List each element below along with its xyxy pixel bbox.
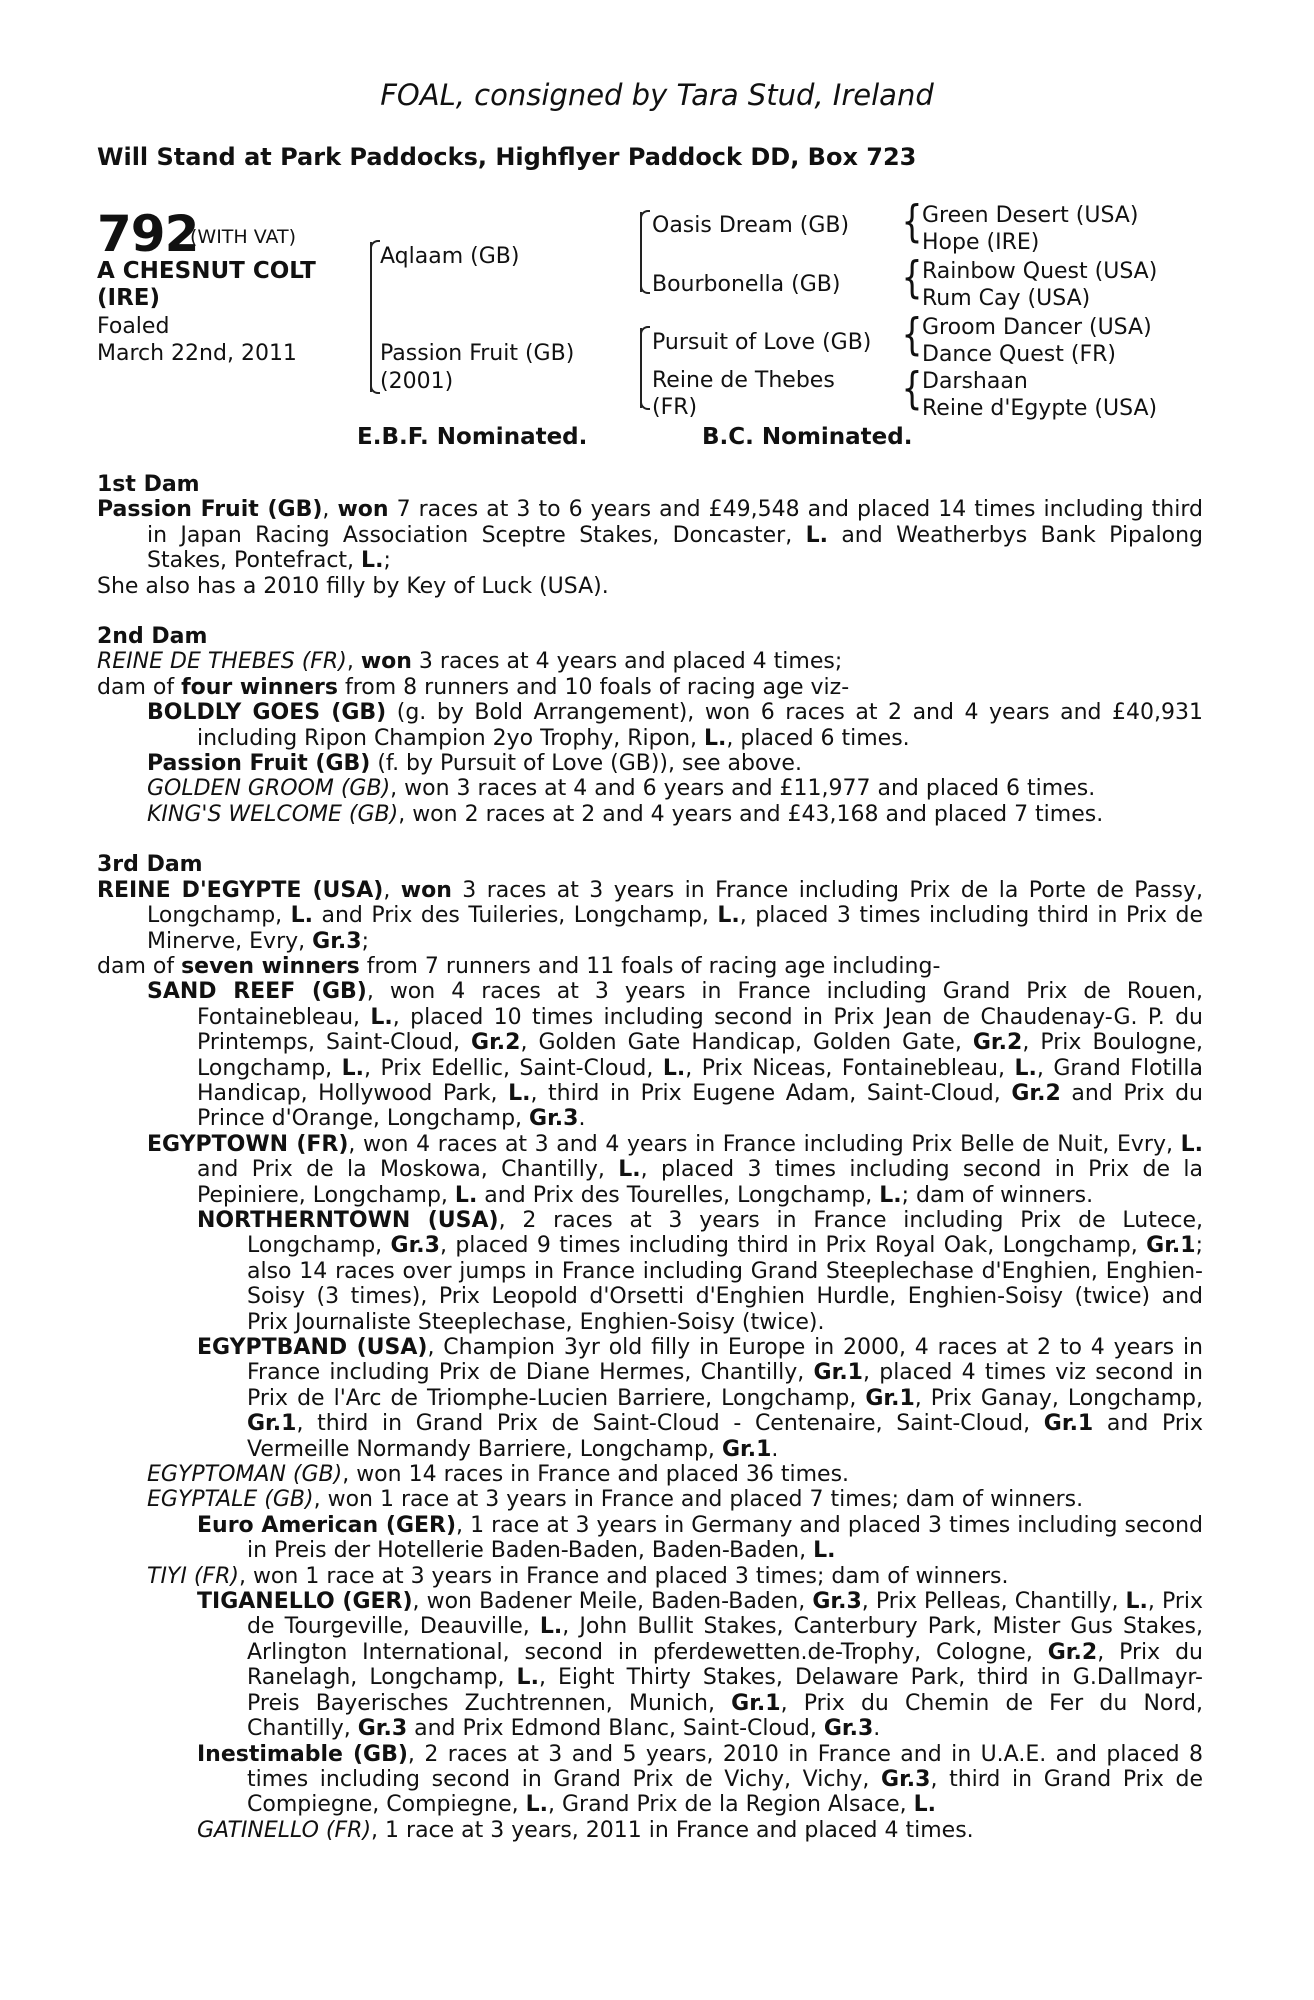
third-dam-produce-summary: dam of seven winners from 7 runners and 11 foals of racing age including- — [97, 953, 941, 979]
bc-nomination: B.C. Nominated. — [702, 424, 913, 450]
third-dam-heading: 3rd Dam — [97, 852, 203, 878]
first-dam-heading: 1st Dam — [97, 472, 200, 497]
first-dam-record: Passion Fruit (GB), won 7 races at 3 to 6 years and £49,548 and placed 14 times including third in Japan Racing Association Sceptre Stakes, Doncaster, L. and Weatherbys Bank Pipalong Stakes, Pontefract, L.; — [97, 497, 1203, 574]
third-dam-record: REINE D'EGYPTE (USA), won 3 races at 3 years in France including Prix de la Porte de Passy, Longchamp, L. and Prix des Tuileries, Longchamp, L., placed 3 times including third in Prix de Minerve, Evry, Gr.3; — [97, 877, 1203, 954]
pedigree-bracket-gen1 — [370, 242, 372, 392]
second-dam-produce-summary: dam of four winners from 8 runners and 10 foals of racing age viz- — [97, 674, 850, 700]
produce-entry: EGYPTOMAN (GB), won 14 races in France and placed 36 times. — [147, 1462, 850, 1488]
foaled-label: Foaled — [97, 314, 170, 339]
produce-entry: GOLDEN GROOM (GB), won 3 races at 4 and 6 years and £11,977 and placed 6 times. — [147, 776, 1096, 802]
first-dam-name: Passion Fruit (GB) — [97, 497, 323, 523]
grandsire-4: Darshaan — [922, 369, 1028, 394]
pedigree-brace-3: { — [901, 309, 923, 360]
sire-dam-name: Bourbonella (GB) — [652, 272, 841, 297]
produce-entry: BOLDLY GOES (GB) (g. by Bold Arrangement), won 6 races at 2 and 4 years and £40,931 including Ripon Champion 2yo Trophy, Ripon, L., placed 6 times. — [147, 700, 1203, 751]
stand-location: Will Stand at Park Paddocks, Highflyer Paddock DD, Box 723 — [97, 143, 917, 171]
produce-entry: Euro American (GER), 1 race at 3 years in Germany and placed 3 times including second in Preis der Hotellerie Baden-Baden, Baden-Baden, L. — [197, 1512, 1203, 1564]
granddam-3: Dance Quest (FR) — [922, 342, 1116, 367]
produce-entry: Passion Fruit (GB) (f. by Pursuit of Love (GB)), see above. — [147, 751, 802, 777]
produce-entry: TIYI (FR), won 1 race at 3 years in France and placed 3 times; dam of winners. — [147, 1563, 1009, 1589]
grandsire-3: Groom Dancer (USA) — [922, 315, 1152, 340]
produce-entry: GATINELLO (FR), 1 race at 3 years, 2011 in France and placed 4 times. — [197, 1817, 974, 1843]
produce-entry: EGYPTOWN (FR), won 4 races at 3 and 4 years in France including Prix Belle de Nuit, Evry, L. and Prix de la Moskowa, Chantilly, L., placed 3 times including second in Prix de la Pepiniere, Longchamp, L. and Prix des Tourelles, Longchamp, L.; dam of winners. — [147, 1131, 1204, 1208]
granddam-2: Rum Cay (USA) — [922, 286, 1091, 311]
dam-dam-name: Reine de Thebes — [652, 368, 835, 393]
horse-description-line1: A CHESNUT COLT — [97, 258, 316, 284]
lot-number: 792 — [97, 205, 199, 263]
horse-description-line2: (IRE) — [97, 285, 161, 311]
pedigree-brace-1: { — [901, 196, 923, 247]
third-dam-name: REINE D'EGYPTE (USA) — [97, 877, 384, 903]
grandsire-1: Green Desert (USA) — [922, 203, 1139, 228]
second-dam-name: REINE DE THEBES (FR) — [97, 649, 347, 675]
dam-sire-name: Pursuit of Love (GB) — [652, 330, 872, 355]
dam-year: (2001) — [380, 369, 454, 394]
sire-sire-name: Oasis Dream (GB) — [652, 213, 850, 238]
produce-entry: NORTHERNTOWN (USA), 2 races at 3 years in France including Prix de Lutece, Longchamp, Gr.3, placed 9 times including third in Prix Royal Oak, Longchamp, Gr.1; also 14 races over jumps in France including Grand Steeplechase d'Enghien, Enghien-Soisy (3 times), Prix Leopold d'Orsetti d'Enghien Hurdle, Enghien-Soisy (twice) and Prix Journaliste Steeplechase, Enghien-Soisy (twice). — [197, 1207, 1203, 1335]
produce-entry: SAND REEF (GB), won 4 races at 3 years in France including Grand Prix de Rouen, Fontainebleau, L., placed 10 times including second in Prix Jean de Chaudenay-G. P. du Printemps, Saint-Cloud, Gr.2, Golden Gate Handicap, Golden Gate, Gr.2, Prix Boulogne, Longchamp, L., Prix Edellic, Saint-Cloud, L., Prix Niceas, Fontainebleau, L., Grand Flotilla Handicap, Hollywood Park, L., third in Prix Eugene Adam, Saint-Cloud, Gr.2 and Prix du Prince d'Orange, Longchamp, Gr.3. — [147, 979, 1203, 1132]
second-dam-record: REINE DE THEBES (FR), won 3 races at 4 years and placed 4 times; — [97, 649, 843, 675]
pedigree-brace-2: { — [901, 252, 923, 303]
dam-name: Passion Fruit (GB) — [380, 341, 575, 366]
second-dam-heading: 2nd Dam — [97, 624, 208, 650]
pedigree-bracket-dam — [640, 328, 642, 408]
produce-entry: EGYPTBAND (USA), Champion 3yr old filly in Europe in 2000, 4 races at 2 to 4 years in France including Prix de Diane Hermes, Chantilly, Gr.1, placed 4 times viz second in Prix de l'Arc de Triomphe-Lucien Barriere, Longchamp, Gr.1, Prix Ganay, Longchamp, Gr.1, third in Grand Prix de Saint-Cloud - Centenaire, Saint-Cloud, Gr.1 and Prix Vermeille Normandy Barriere, Longchamp, Gr.1. — [197, 1335, 1204, 1462]
produce-entry: TIGANELLO (GER), won Badener Meile, Baden-Baden, Gr.3, Prix Pelleas, Chantilly, L., Prix de Tourgeville, Deauville, L., John Bullit Stakes, Canterbury Park, Mister Gus Stakes, Arlington International, second in pferdewetten.de-Trophy, Cologne, Gr.2, Prix du Ranelagh, Longchamp, L., Eight Thirty Stakes, Delaware Park, third in G.Dallmayr-Preis Bayerisches Zuchtrennen, Munich, Gr.1, Prix du Chemin de Fer du Nord, Chantilly, Gr.3 and Prix Edmond Blanc, Saint-Cloud, Gr.3. — [197, 1589, 1204, 1742]
grandsire-2: Rainbow Quest (USA) — [922, 259, 1158, 284]
granddam-1: Hope (IRE) — [922, 230, 1040, 255]
produce-entry: EGYPTALE (GB), won 1 race at 3 years in France and placed 7 times; dam of winners. — [147, 1487, 1084, 1513]
won-label: won — [337, 497, 389, 523]
ebf-nomination: E.B.F. Nominated. — [357, 424, 588, 450]
foaled-date: March 22nd, 2011 — [97, 341, 297, 366]
first-dam-produce-note: She also has a 2010 filly by Key of Luck (USA). — [97, 573, 609, 599]
dam-dam-origin: (FR) — [652, 395, 698, 420]
dam-records — [97, 472, 1203, 1843]
produce-entry: KING'S WELCOME (GB), won 2 races at 2 and 4 years and £43,168 and placed 7 times. — [147, 801, 1104, 827]
granddam-4: Reine d'Egypte (USA) — [922, 396, 1158, 421]
produce-entry: Inestimable (GB), 2 races at 3 and 5 years, 2010 in France and in U.A.E. and placed 8 times including second in Grand Prix de Vichy, Vichy, Gr.3, third in Grand Prix de Compiegne, Compiegne, L., Grand Prix de la Region Alsace, L. — [197, 1741, 1203, 1818]
vat-note: (WITH VAT) — [190, 226, 297, 248]
catalogue-heading: FOAL, consigned by Tara Stud, Ireland — [380, 78, 934, 112]
pedigree-bracket-sire — [640, 212, 642, 292]
sire-name: Aqlaam (GB) — [380, 244, 520, 269]
pedigree-brace-4: { — [901, 363, 923, 414]
